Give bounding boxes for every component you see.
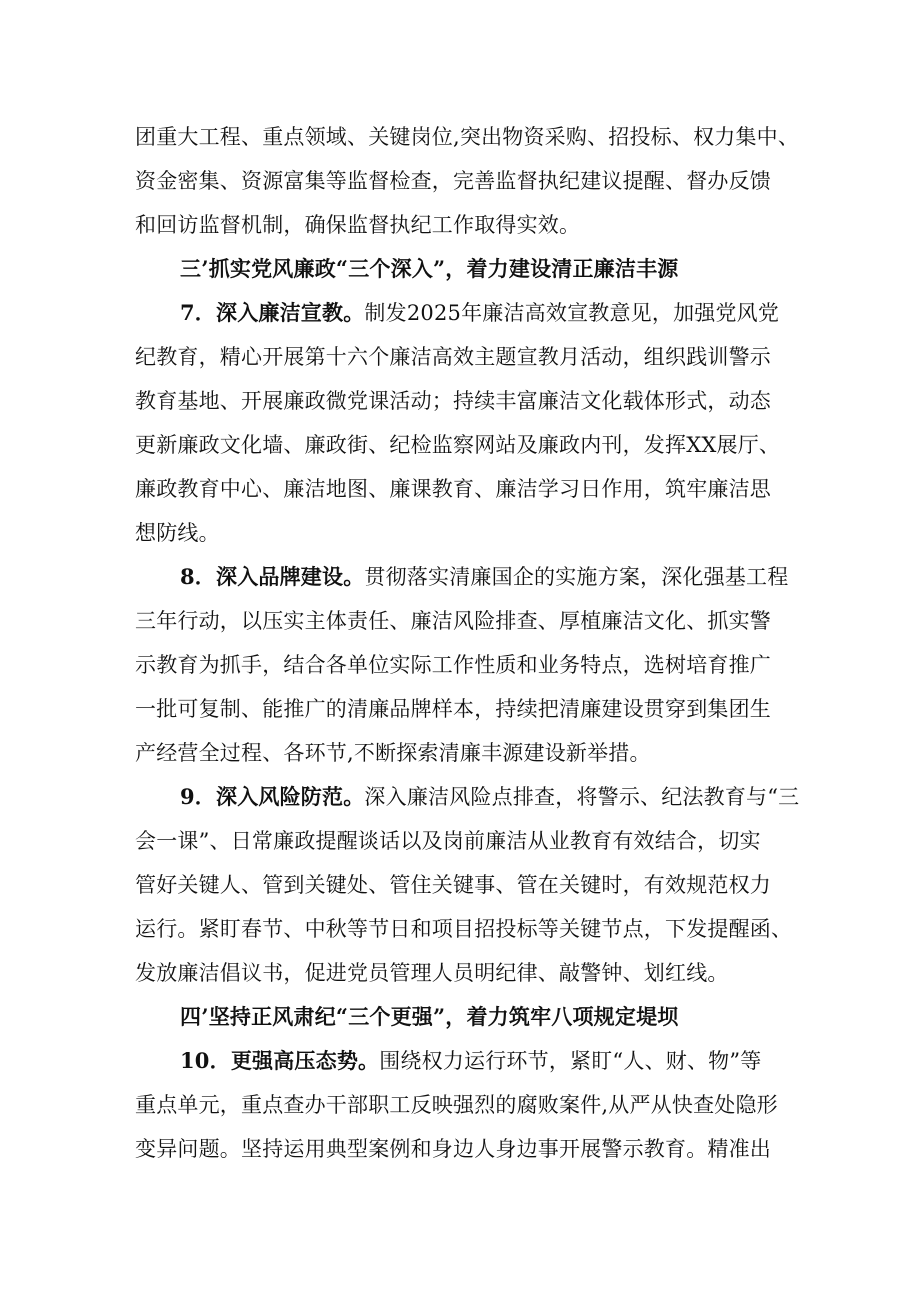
item-7-text: 制发2025年廉洁高效宣教意见，加强党风党 — [364, 301, 780, 325]
text-line: 和回访监督机制，确保监督执纪工作取得实效。 — [135, 213, 581, 237]
text-line: 产经营全过程、各环节,不断探索清廉丰源建设新举措。 — [135, 741, 651, 765]
text-line: 廉政教育中心、廉洁地图、廉课教育、廉洁学习日作用，筑牢廉洁思 — [135, 477, 771, 501]
item-10-title: 10．更强高压态势。 — [180, 1048, 380, 1073]
item-9-first-line — [180, 782, 800, 812]
text-line: 资金密集、资源富集等监督检查，完善监督执纪建议提醒、督办反馈 — [135, 169, 771, 193]
text-line: 示教育为抓手，结合各单位实际工作性质和业务特点，选树培育推广 — [135, 653, 771, 677]
section-heading-3: 三’抓实党风廉政“三个深入”，着力建设清正廉洁丰源 — [180, 256, 679, 281]
text-line: 发放廉洁倡议书，促进党员管理人员明纪律、敲警钟、划红线。 — [135, 961, 729, 985]
item-8-text: 贯彻落实清廉国企的实施方案，深化强基工程 — [364, 565, 789, 589]
text-line: 教育基地、开展廉政微党课活动；持续丰富廉洁文化载体形式，动态 — [135, 389, 771, 413]
text-line: 想防线。 — [135, 521, 220, 545]
item-7-first-line — [180, 298, 800, 328]
item-8-first-line — [180, 562, 800, 592]
item-8-title: 8．深入品牌建设。 — [180, 564, 365, 589]
text-line: 团重大工程、重点领域、关键岗位,突出物资采购、招投标、权力集中、 — [135, 125, 800, 149]
text-line: 三年行动，以压实主体责任、廉洁风险排查、厚植廉洁文化、抓实警 — [135, 609, 771, 633]
item-9-title: 9．深入风险防范。 — [180, 784, 365, 809]
item-9-text: 深入廉洁风险点排查，将警示、纪法教育与“三 — [364, 785, 800, 809]
item-10-text: 围绕权力运行环节，紧盯“人、财、物”等 — [379, 1049, 762, 1073]
item-7-title: 7．深入廉洁宣教。 — [180, 300, 365, 325]
text-line: 会一课”、日常廉政提醒谈话以及岗前廉洁从业教育有效结合，切实 — [135, 829, 761, 853]
item-10-first-line — [180, 1046, 800, 1076]
text-line: 重点单元，重点查办干部职工反映强烈的腐败案件,从严从快查处隐形 — [135, 1093, 778, 1117]
text-line: 管好关键人、管到关键处、管住关键事、管在关键时，有效规范权力 — [135, 873, 771, 897]
text-line: 更新廉政文化墙、廉政街、纪检监察网站及廉政内刊，发挥XX展厅、 — [135, 433, 781, 457]
text-line: 运行。紧盯春节、中秋等节日和项目招投标等关键节点，下发提醒函、 — [135, 917, 793, 941]
text-line: 一批可复制、能推广的清廉品牌样本，持续把清廉建设贯穿到集团生 — [135, 697, 771, 721]
text-line: 纪教育，精心开展第十六个廉洁高效主题宣教月活动，组织践训警示 — [135, 345, 771, 369]
section-heading-4: 四’坚持正风肃纪“三个更强”，着力筑牢八项规定堤坝 — [180, 1004, 679, 1029]
text-line: 变异问题。坚持运用典型案例和身边人身边事开展警示教育。精准出 — [135, 1137, 771, 1161]
